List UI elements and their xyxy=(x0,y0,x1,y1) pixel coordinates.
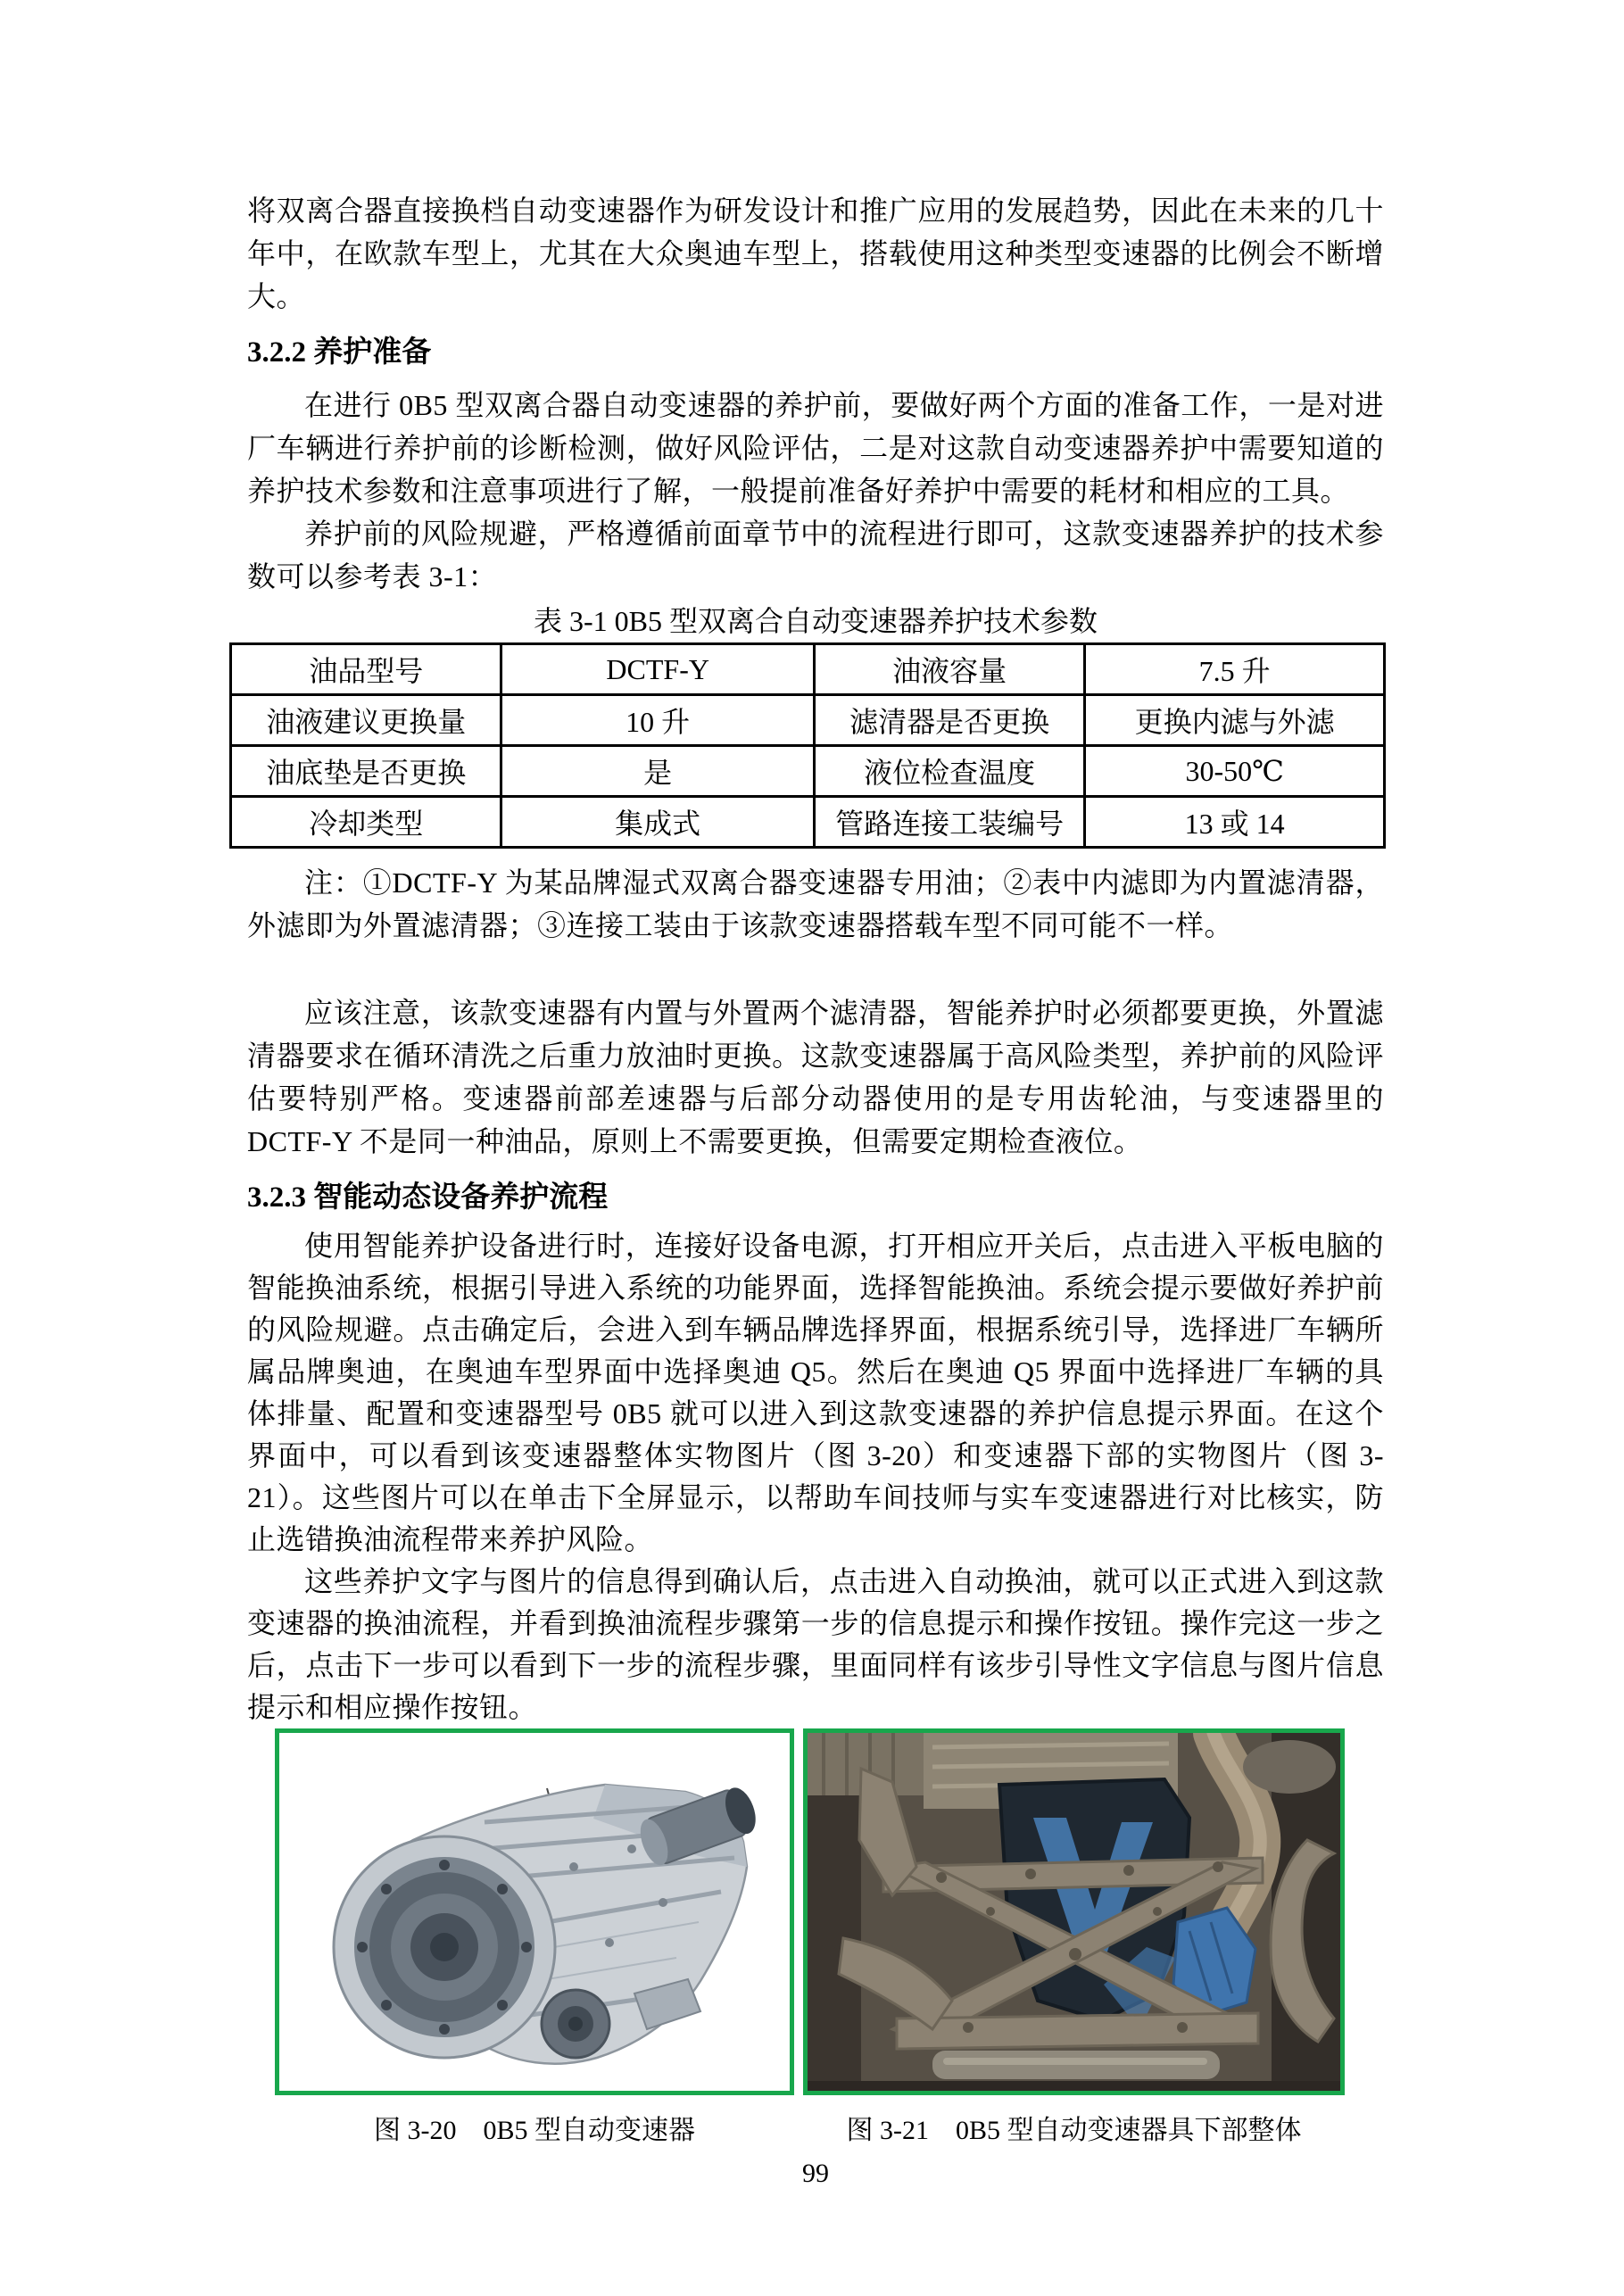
figure-caption-3-20: 图 3-20 0B5 型自动变速器 xyxy=(374,2116,695,2145)
table-row xyxy=(231,746,1385,797)
table-cell: 冷却类型 xyxy=(231,797,501,848)
paragraph-prep-2: 养护前的风险规避，严格遵循前面章节中的流程进行即可，这款变速器养护的技术参数可以参考表 3-1： xyxy=(247,518,1384,593)
page-number: 99 xyxy=(802,2159,829,2188)
table-cell: 油液容量 xyxy=(814,644,1084,695)
table-cell: 更换内滤与外滤 xyxy=(1085,695,1385,746)
transmission-illustration xyxy=(279,1733,790,2091)
table-caption: 表 3-1 0B5 型双离合自动变速器养护技术参数 xyxy=(533,605,1098,637)
table-cell: 7.5 升 xyxy=(1085,644,1385,695)
figure-underbody-photo xyxy=(803,1728,1345,2095)
table-row xyxy=(231,797,1385,848)
table-cell: 管路连接工装编号 xyxy=(814,797,1084,848)
underbody-illustration xyxy=(808,1733,1340,2091)
paragraph-flow-1: 使用智能养护设备进行时，连接好设备电源，打开相应开关后，点击进入平板电脑的智能换油系统，根据引导进入系统的功能界面，选择智能换油。系统会提示要做好养护前的风险规避。点击确定后，会进入到车辆品牌选择界面，根据系统引导，选择进厂车辆所属品牌奥迪，在奥迪车型界面中选择奥迪 Q5。然后在奥迪 Q5 界面中选择进厂车辆的具体排量、配置和变速器型号 0B5 就可以进入到这款变速器的养护信息提示界面。在这个界面中，可以看到该变速器整体实物图片（图 3-20）和变速器下部的实物图片（图 3-21）。这些图片可以在单击下全屏显示，以帮助车间技师与实车变速器进行对比核实，防止选错换油流程带来养护风险。 xyxy=(247,1230,1384,1555)
table-cell: 液位检查温度 xyxy=(814,746,1084,797)
table-cell: DCTF-Y xyxy=(501,644,814,695)
table-cell: 是 xyxy=(501,746,814,797)
table-row xyxy=(231,695,1385,746)
paragraph-prep-1: 在进行 0B5 型双离合器自动变速器的养护前，要做好两个方面的准备工作，一是对进厂车辆进行养护前的诊断检测，做好风险评估，二是对这款自动变速器养护中需要知道的养护技术参数和注意事项进行了解，一般提前准备好养护中需要的耗材和相应的工具。 xyxy=(247,389,1384,507)
section-heading-3-2-3: 3.2.3 智能动态设备养护流程 xyxy=(247,1181,609,1214)
table-note: 注：①DCTF-Y 为某品牌湿式双离合器变速器专用油；②表中内滤即为内置滤清器，外滤即为外置滤清器；③连接工装由于该款变速器搭载车型不同可能不一样。 xyxy=(247,866,1384,941)
table-cell: 集成式 xyxy=(501,797,814,848)
table-cell: 油底垫是否更换 xyxy=(231,746,501,797)
table-cell: 油液建议更换量 xyxy=(231,695,501,746)
maintenance-parameters-table xyxy=(229,642,1386,849)
figure-caption-3-21: 图 3-21 0B5 型自动变速器具下部整体 xyxy=(846,2116,1302,2145)
table-cell: 油品型号 xyxy=(231,644,501,695)
paragraph-intro: 将双离合器直接换档自动变速器作为研发设计和推广应用的发展趋势，因此在未来的几十年中，在欧款车型上，尤其在大众奥迪车型上，搭载使用这种类型变速器的比例会不断增大。 xyxy=(247,195,1384,312)
table-cell: 滤清器是否更换 xyxy=(814,695,1084,746)
paragraph-flow-2: 这些养护文字与图片的信息得到确认后，点击进入自动换油，就可以正式进入到这款变速器的换油流程，并看到换油流程步骤第一步的信息提示和操作按钮。操作完这一步之后，点击下一步可以看到下一步的流程步骤，里面同样有该步引导性文字信息与图片信息提示和相应操作按钮。 xyxy=(247,1565,1384,1723)
document-page xyxy=(247,0,1384,2192)
section-heading-3-2-2: 3.2.2 养护准备 xyxy=(247,336,432,369)
figure-transmission-photo xyxy=(275,1728,794,2095)
figures-row xyxy=(275,1728,1345,2095)
table-cell: 10 升 xyxy=(501,695,814,746)
table-row xyxy=(231,644,1385,695)
table-cell: 13 或 14 xyxy=(1085,797,1385,848)
paragraph-attention: 应该注意，该款变速器有内置与外置两个滤清器，智能养护时必须都要更换，外置滤清器要求在循环清洗之后重力放油时更换。这款变速器属于高风险类型，养护前的风险评估要特别严格。变速器前部差速器与后部分动器使用的是专用齿轮油，与变速器里的 DCTF-Y 不是同一种油品，原则上不需要更换，但需要定期检查液位。 xyxy=(247,997,1384,1157)
table-cell: 30-50℃ xyxy=(1085,746,1385,797)
figure-captions-row xyxy=(275,2113,1345,2149)
